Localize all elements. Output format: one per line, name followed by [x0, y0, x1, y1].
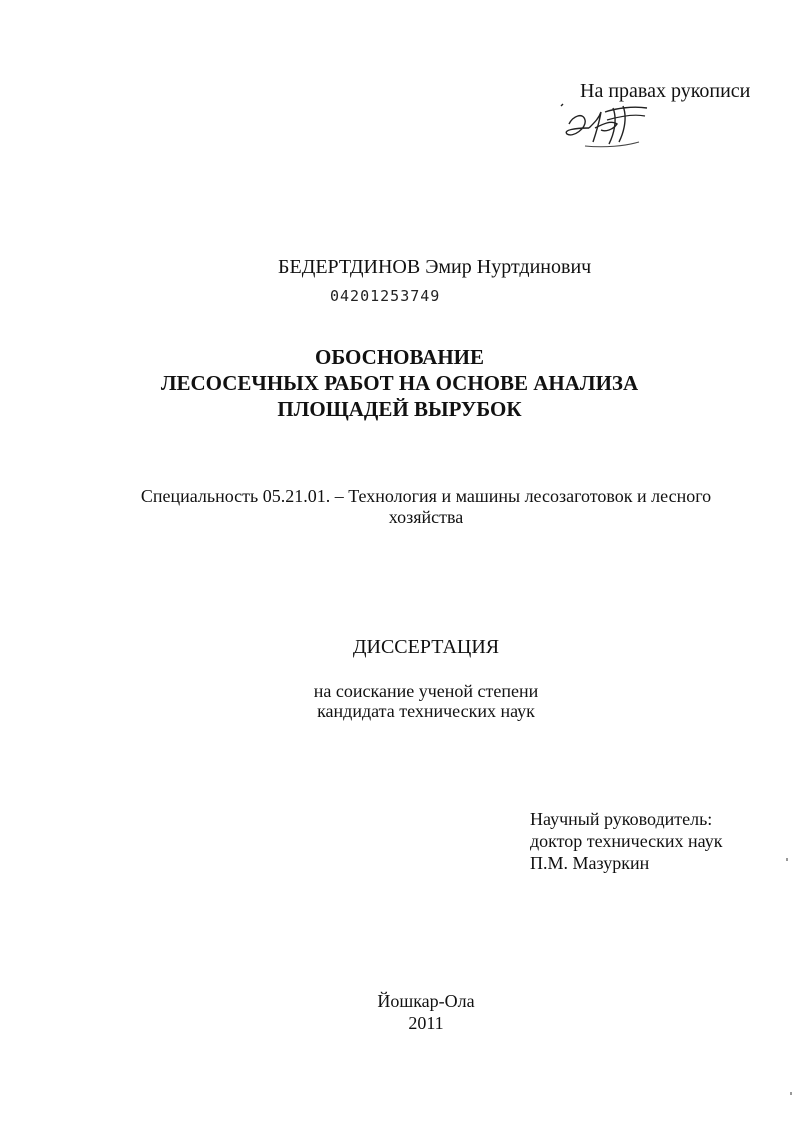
handwritten-signature — [555, 98, 665, 158]
supervisor-label: Научный руководитель: — [530, 809, 713, 829]
title-line: ПЛОЩАДЕЙ ВЫРУБОК — [277, 397, 522, 421]
supervisor-block — [530, 808, 723, 874]
rights-note: На правах рукописи — [580, 80, 751, 102]
dissertation-title — [0, 344, 799, 422]
place-and-year — [0, 990, 799, 1034]
year: 2011 — [408, 1013, 444, 1033]
scan-speck — [790, 1092, 792, 1095]
document-type: ДИССЕРТАЦИЯ — [352, 636, 500, 658]
specialty-line: хозяйства — [388, 507, 464, 527]
degree-statement — [0, 681, 799, 721]
author-name: БЕДЕРТДИНОВ Эмир Нуртдинович — [278, 256, 592, 278]
supervisor-name: П.М. Мазуркин — [530, 853, 650, 873]
supervisor-title: доктор технических наук — [530, 831, 723, 851]
title-line: ЛЕСОСЕЧНЫХ РАБОТ НА ОСНОВЕ АНАЛИЗА — [160, 371, 639, 395]
city: Йошкар-Ола — [377, 991, 475, 1011]
scan-speck — [786, 858, 788, 861]
registration-code: 04201253749 — [330, 287, 441, 305]
specialty-line: Специальность 05.21.01. – Технология и машины лесозаготовок и лесного — [140, 486, 712, 506]
degree-line: кандидата технических наук — [317, 701, 535, 721]
degree-line: на соискание ученой степени — [313, 681, 539, 701]
title-line: ОБОСНОВАНИЕ — [314, 345, 485, 369]
